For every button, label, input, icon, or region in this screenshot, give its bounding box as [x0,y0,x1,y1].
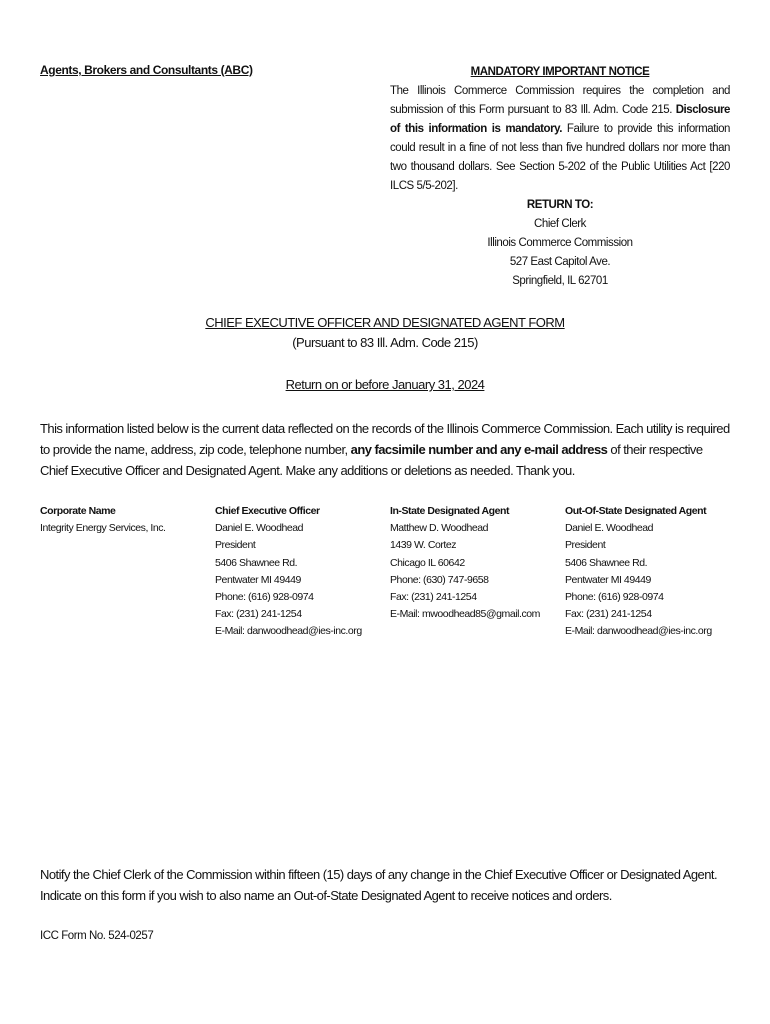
ceo-phone: Phone: (616) 928-0974 [215,591,314,604]
instate-agent-city: Chicago IL 60642 [390,556,465,569]
intro-paragraph [40,418,732,481]
ceo-address: 5406 Shawnee Rd. [215,556,298,569]
intro-text-1: This information listed below is the current data reflected on the records of the Illinois Commerce Commission. Each utility is required to provide the name, address, zip code, telephone number, [40,421,730,457]
instate-agent-address: 1439 W. Cortez [390,539,457,552]
return-line-3: 527 East Capitol Ave. [509,256,611,268]
corporate-column [40,503,210,537]
form-number: ICC Form No. 524-0257 [40,930,154,942]
instate-agent-column [390,503,560,623]
outstate-agent-column [565,503,735,641]
return-line-4: Springfield, IL 62701 [512,275,608,287]
footer-notes [40,864,740,906]
corporate-name: Integrity Energy Services, Inc. [40,522,166,535]
outstate-agent-title: President [565,539,606,552]
outstate-agent-email: E-Mail: danwoodhead@ies-inc.org [565,625,712,638]
ceo-fax: Fax: (231) 241-1254 [215,608,302,621]
instate-agent-name: Matthew D. Woodhead [390,522,489,535]
instate-agent-phone: Phone: (630) 747-9658 [390,573,489,586]
outstate-agent-address: 5406 Shawnee Rd. [565,556,648,569]
corporate-header: Corporate Name [40,505,116,517]
notice-body [390,82,730,196]
ceo-city: Pentwater MI 49449 [215,573,301,586]
intro-bold-text: any facsimile number and any e-mail address [350,442,608,457]
notice-title: MANDATORY IMPORTANT NOTICE [470,66,650,78]
instate-agent-email: E-Mail: mwoodhead85@gmail.com [390,608,540,621]
notice-text-1: The Illinois Commerce Commission requires the completion and submission of this Form pursuant to 83 Ill. Adm. Code 215. [390,85,730,116]
form-title [0,313,770,353]
notice-text-2: Failure to provide this information could result in a fine of not less than five hundred dollars nor more than two thousand dollars. See Section 5-202 of the Public Utilities Act [220 ILCS 5/5-202]. [390,123,730,192]
mandatory-notice [390,63,730,196]
return-label: RETURN TO: [526,199,594,211]
return-address [430,196,690,291]
return-line-1: Chief Clerk [534,218,586,230]
ceo-header: Chief Executive Officer [215,505,320,517]
notice-bold-text: Disclosure of this information is mandatory. [390,104,730,135]
return-deadline: Return on or before January 31, 2024 [285,377,485,392]
ceo-name: Daniel E. Woodhead [215,522,304,535]
outstate-agent-header: Out-Of-State Designated Agent [565,505,707,517]
form-title-main: CHIEF EXECUTIVE OFFICER AND DESIGNATED AGENT FORM [205,315,565,330]
outstate-agent-fax: Fax: (231) 241-1254 [565,608,652,621]
return-line-2: Illinois Commerce Commission [487,237,633,249]
abc-header: Agents, Brokers and Consultants (ABC) [40,63,253,77]
form-title-sub: (Pursuant to 83 Ill. Adm. Code 215) [292,335,478,350]
instate-agent-fax: Fax: (231) 241-1254 [390,591,477,604]
footer-note-1: Notify the Chief Clerk of the Commission within fifteen (15) days of any change in the Chief Executive Officer or Designated Agent. [40,867,718,882]
intro-text-2: of their respective Chief Executive Officer and Designated Agent. Make any additions or deletions as needed. Thank you. [40,442,703,478]
outstate-agent-name: Daniel E. Woodhead [565,522,654,535]
ceo-column [215,503,385,641]
ceo-title: President [215,539,256,552]
footer-note-2: Indicate on this form if you wish to also name an Out-of-State Designated Agent to receive notices and orders. [40,888,612,903]
outstate-agent-city: Pentwater MI 49449 [565,573,651,586]
instate-agent-header: In-State Designated Agent [390,505,510,517]
outstate-agent-phone: Phone: (616) 928-0974 [565,591,664,604]
ceo-email: E-Mail: danwoodhead@ies-inc.org [215,625,362,638]
